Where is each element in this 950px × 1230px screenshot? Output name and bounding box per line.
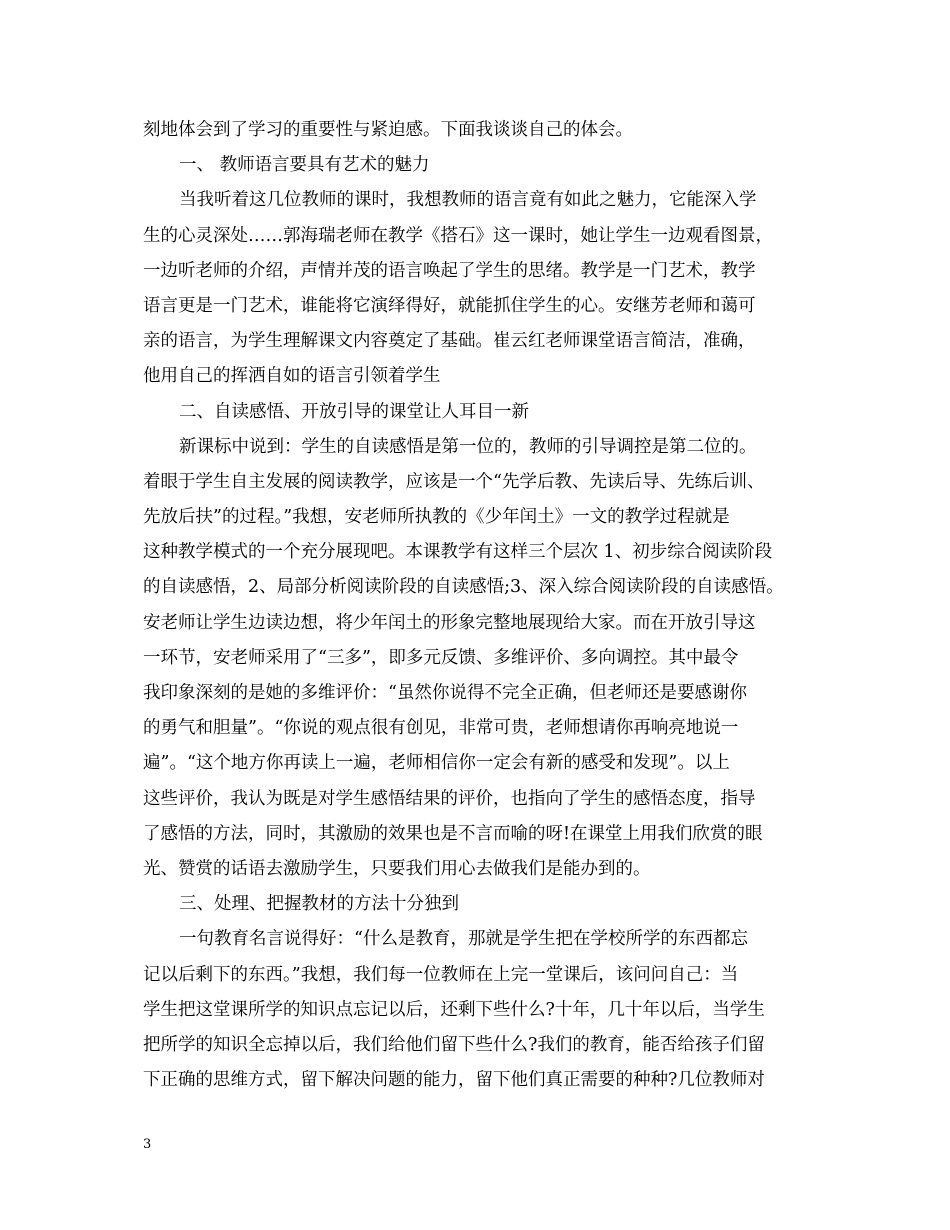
page-number: 3 [143,1137,152,1152]
text-line: 我印象深刻的是她的多维评价：“虽然你说得不完全正确，但老师还是要感谢你 [143,683,747,703]
text-line: 学生把这堂课所学的知识点忘记以后，还剩下些什么?十年，几十年以后，当学生 [143,999,765,1020]
text-line: 的自读感悟，2、局部分析阅读阶段的自读感悟;3、深入综合阅读阶段的自读感悟。 [143,577,784,598]
text-line: 这些评价，我认为既是对学生感悟结果的评价，也指向了学生的感悟态度，指导 [143,788,756,809]
text-line: 了感悟的方法，同时，其激励的效果也是不言而喻的呀!在课堂上用我们欣赏的眼 [143,823,763,844]
text-line: 记以后剩下的东西。”我想，我们每一位教师在上完一堂课后，该问问自己：当 [143,964,739,985]
text-line: 的勇气和胆量”。“你说的观点很有创见，非常可贵，老师想请你再响亮地说一 [143,718,739,739]
text-line: 下正确的思维方式，留下解决问题的能力，留下他们真正需要的种种?几位教师对 [143,1070,765,1091]
text-line: 把所学的知识全忘掉以后，我们给他们留下些什么?我们的教育，能否给孩子们留 [143,1034,765,1055]
text-line: 光、赞赏的话语去激励学生，只要我们用心去做我们是能办到的。 [143,858,651,879]
text-line: 当我听着这几位教师的课时，我想教师的语言竟有如此之魅力，它能深入学 [179,190,757,211]
text-line: 先放后扶”的过程。”我想，安老师所执教的《少年闰土》一文的教学过程就是 [143,507,730,528]
text-line: 亲的语言，为学生理解课文内容奠定了基础。崔云红老师课堂语言简洁，准确， [143,331,756,352]
text-line: 刻地体会到了学习的重要性与紧迫感。下面我谈谈自己的体会。 [143,120,633,140]
section-heading: 一、 教师语言要具有艺术的魅力 [179,155,430,176]
section-heading: 二、自读感悟、开放引导的课堂让人耳目一新 [179,401,529,422]
text-line: 这种教学模式的一个充分展现吧。本课教学有这样三个层次 1、初步综合阅读阶段 [143,542,773,563]
text-line: 着眼于学生自主发展的阅读教学，应该是一个“先学后教、先读后导、先练后训、 [143,471,765,492]
body-text [143,113,819,1098]
text-line: 安老师让学生边读边想，将少年闰土的形象完整地展现给大家。而在开放引导这 [143,612,756,633]
section-heading: 三、处理、把握教材的方法十分独到 [179,894,459,915]
text-line: 一边听老师的介绍，声情并茂的语言唤起了学生的思绪。教学是一门艺术，教学 [143,260,756,281]
text-line: 遍”。“这个地方你再读上一遍，老师相信你一定会有新的感受和发现”。以上 [143,753,730,774]
text-line: 新课标中说到：学生的自读感悟是第一位的，教师的引导调控是第二位的。 [179,436,757,457]
text-line: 一句教育名言说得好：“什么是教育，那就是学生把在学校所学的东西都忘 [179,929,748,950]
text-line: 他用自己的挥洒自如的语言引领着学生 [143,366,441,387]
text-line: 语言更是一门艺术，谁能将它演绎得好，就能抓住学生的心。安继芳老师和蔼可 [143,295,756,316]
text-line: 一环节，安老师采用了“三多”，即多元反馈、多维评价、多向调控。其中最令 [143,647,739,668]
text-line: 生的心灵深处……郭海瑞老师在教学《搭石》这一课时，她让学生一边观看图景， [143,225,773,246]
